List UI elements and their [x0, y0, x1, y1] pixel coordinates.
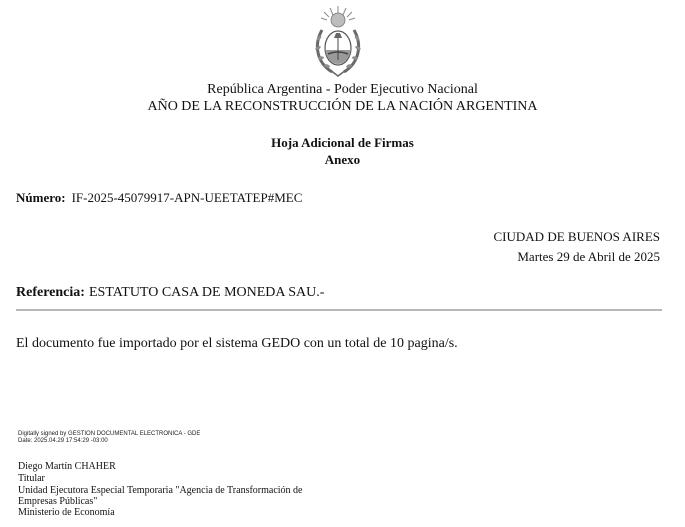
document-title: Hoja Adicional de Firmas — [271, 135, 414, 150]
document-subtitle: Anexo — [324, 152, 361, 167]
signer-ministry: Ministerio de Economía — [18, 507, 115, 518]
reference-label: Referencia: — [16, 285, 85, 300]
number-value: IF-2025-45079917-APN-UEETATEP#MEC — [71, 190, 303, 205]
digital-signature-line-1: Digitally signed by GESTION DOCUMENTAL ELECTRONICA - GDE — [18, 431, 201, 437]
signer-role: Titular — [18, 473, 45, 484]
argentine-coat-of-arms-icon — [308, 4, 368, 80]
reference-value: ESTATUTO CASA DE MONEDA SAU.- — [88, 285, 325, 300]
reference — [16, 285, 324, 301]
header-line-1: República Argentina - Poder Ejecutivo Nacional — [207, 82, 478, 97]
header-line-2: AÑO DE LA RECONSTRUCCIÓN DE LA NACIÓN ARGENTINA — [147, 99, 538, 114]
signer-unit-line-1: Unidad Ejecutora Especial Temporaria "Agencia de Transformación de — [18, 485, 303, 496]
place: CIUDAD DE BUENOS AIRES — [493, 229, 660, 244]
document-number — [16, 190, 302, 206]
signer-name: Diego Martín CHAHER — [18, 461, 116, 472]
divider — [16, 309, 662, 311]
signer-unit-line-2: Empresas Públicas" — [18, 496, 98, 507]
body-text: El documento fue importado por el sistema GEDO con un total de 10 pagina/s. — [16, 336, 458, 351]
number-label: Número: — [16, 190, 66, 205]
date: Martes 29 de Abril de 2025 — [517, 249, 660, 264]
digital-signature-line-2: Date: 2025.04.29 17:54:29 -03:00 — [18, 438, 108, 444]
